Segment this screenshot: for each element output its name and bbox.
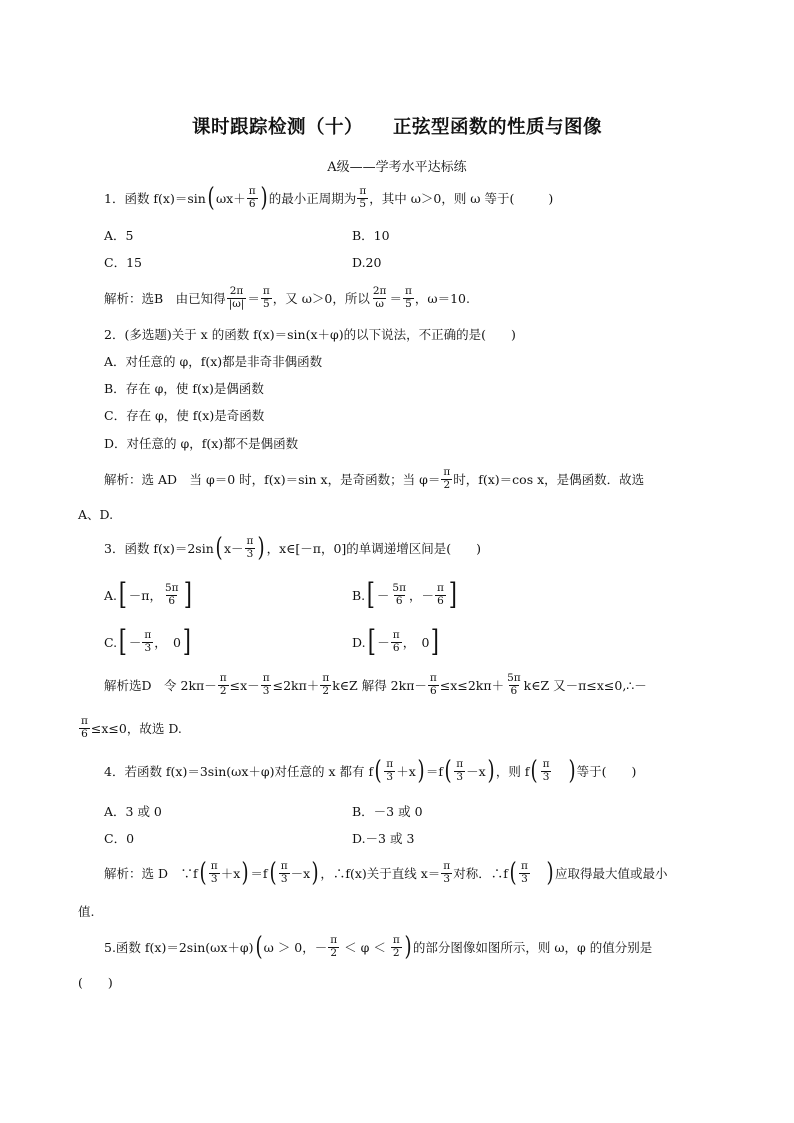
section-subtitle: A级——学考水平达标练	[327, 160, 467, 175]
q3-option-c: C. [ － $\frac{\pi}{3}$ ， 0 ]	[104, 624, 191, 659]
q1-solution: 解析：选B 由已知得 $\frac{2\pi}{|\omega|}$ ＝ $\frac{\pi}{5}$ ，又 ω＞0，所以 $\frac{2\pi}{\omega}$ ＝ $\frac{\pi}{5}$ ，ω＝10.	[104, 285, 470, 310]
q3-solution: 解析选D 令 2kπ－ $\frac{\pi}{2}$ ≤x－ $\frac{\pi}{3}$ ≤2kπ＋ $\frac{\pi}{2}$ k∈Z 解得 2kπ－ $\frac{\pi}{6}$ ≤x≤2kπ＋ $\frac{5\pi}{6}$ k∈Z 又－π≤x≤0,∴－	[104, 672, 647, 697]
q3-option-a: A. [ －π， $\frac{5\pi}{6}$ ]	[104, 577, 192, 612]
q3-solution-cont: $\frac{\pi}{6}$ ≤x≤0，故选 D.	[81, 715, 182, 740]
q2-option-b: B．存在 φ，使 f(x)是偶函数	[104, 381, 264, 396]
q4-option-b: B．－3 或 0	[352, 804, 423, 819]
q5-stem-cont: ( )	[78, 975, 113, 990]
q2-solution-cont: A、D.	[78, 507, 114, 522]
q3-option-b: B. [ － $\frac{5\pi}{6}$ ，－ $\frac{\pi}{6}$ ]	[352, 577, 457, 612]
q4-option-d: D.－3 或 3	[352, 831, 415, 846]
q4-solution: 解析：选 D ∵f ( $\frac{\pi}{3}$ ＋x ) ＝f ( $\frac{\pi}{3}$ －x ) ，∴f(x)关于直线 x＝ $\frac{\pi}{3}$ 对称．∴f ( $\frac{\pi}{3}$ ) 应取得最大值或最小	[104, 858, 668, 888]
q1-option-a: A．5	[104, 228, 134, 243]
q3-option-d: D. [ － $\frac{\pi}{6}$ ， 0 ]	[352, 624, 440, 659]
q1-frac-1: $\frac{\pi}{6}$	[248, 185, 256, 210]
q3-stem: 3．函数 f(x)＝2sin ( x－ $\frac{\pi}{3}$ ) ，x∈[－π，0]的单调递增区间是( )	[104, 533, 482, 563]
q2-option-c: C．存在 φ，使 f(x)是奇函数	[104, 408, 265, 423]
q4-option-a: A．3 或 0	[104, 804, 162, 819]
q2-stem: 2．(多选题)关于 x 的函数 f(x)＝sin(x＋φ)的以下说法，不正确的是( )	[104, 327, 516, 342]
q1-frac-2: $\frac{\pi}{5}$	[359, 185, 367, 210]
q4-option-c: C．0	[104, 831, 135, 846]
q2-option-a: A．对任意的 φ，f(x)都是非奇非偶函数	[104, 354, 323, 369]
q2-solution: 解析：选 AD 当 φ＝0 时，f(x)＝sin x，是奇函数；当 φ＝ $\frac{\pi}{2}$ 时，f(x)＝cos x，是偶函数．故选	[104, 466, 645, 491]
q2-option-d: D．对任意的 φ，f(x)都不是偶函数	[104, 436, 299, 451]
q1-option-b: B．10	[352, 228, 390, 243]
q4-stem: 4．若函数 f(x)＝3sin(ωx＋φ)对任意的 x 都有 f ( $\frac{\pi}{3}$ ＋x ) ＝f ( $\frac{\pi}{3}$ －x ) ，则 f ( $\frac{\pi}{3}$ ) 等于( )	[104, 756, 637, 786]
q1-option-c: C．15	[104, 255, 142, 270]
title-right: 正弦型函数的性质与图像	[393, 117, 603, 138]
title-left: 课时跟踪检测（十）	[191, 117, 363, 138]
q5-stem: 5.函数 f(x)＝2sin(ωx＋φ) ( ω ＞ 0，－ $\frac{\pi}{2}$ ＜ φ ＜ $\frac{\pi}{2}$ ) 的部分图像如图所示，则 ω，φ 的值分别是	[104, 932, 653, 962]
q1-option-d: D.20	[352, 254, 382, 270]
page-title	[0, 113, 794, 139]
q4-solution-cont: 值.	[78, 904, 95, 919]
q1-stem: 1．函数 f(x)＝sin ( ωx＋ $\frac{\pi}{6}$ ) 的最小正周期为 $\frac{\pi}{5}$ ，其中 ω＞0，则 ω 等于( )	[104, 183, 554, 213]
